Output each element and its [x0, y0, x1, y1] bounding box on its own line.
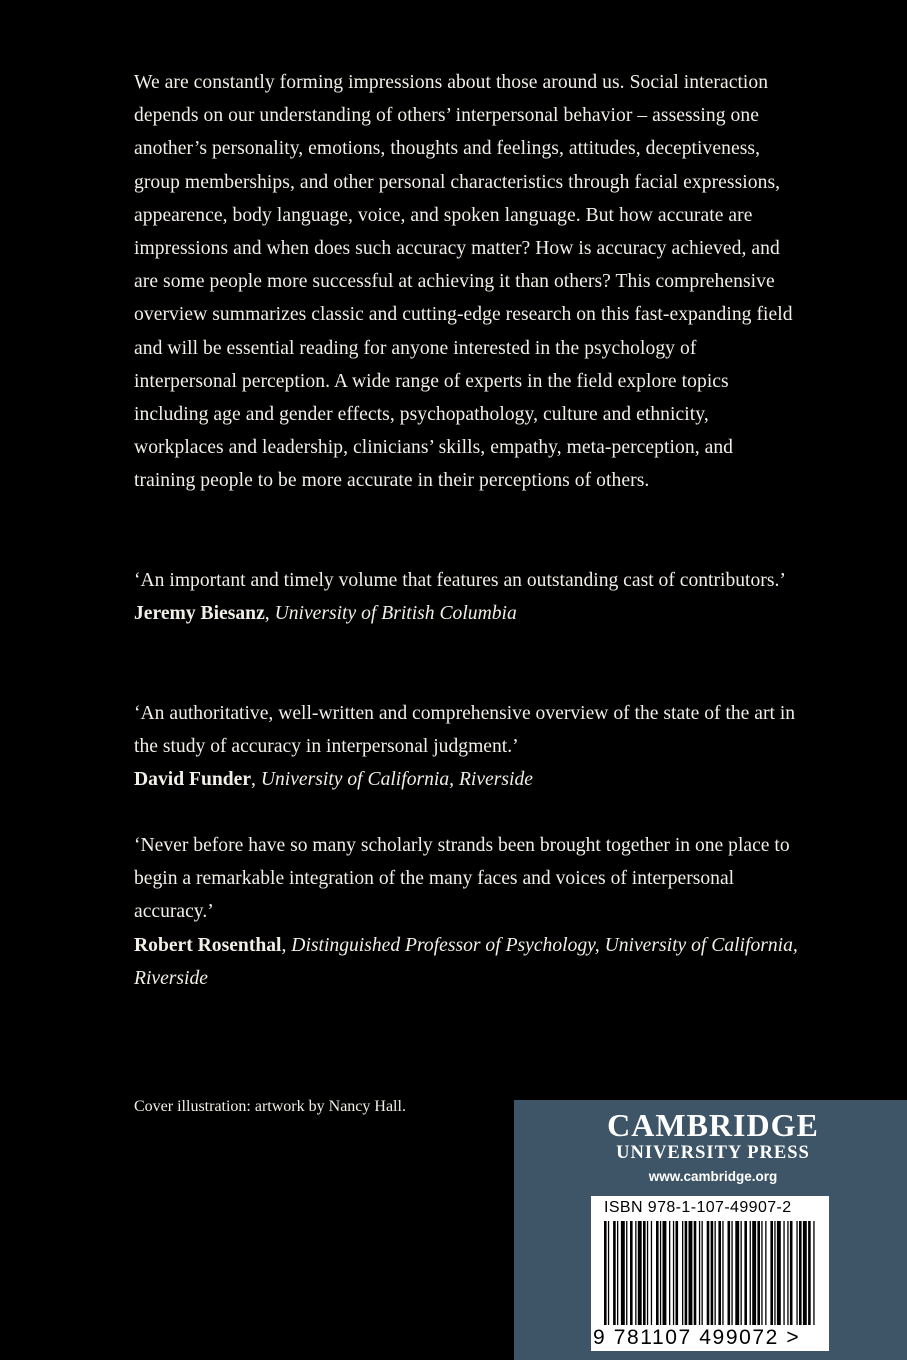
barcode-stripe — [774, 1221, 775, 1325]
isbn-label: ISBN 978-1-107-49907-2 — [604, 1199, 792, 1216]
endorser-name: David Funder — [134, 769, 252, 791]
endorsement — [134, 829, 804, 995]
barcode-stripe — [761, 1221, 762, 1325]
barcode-stripe — [741, 1221, 742, 1325]
barcode-stripe — [808, 1221, 811, 1325]
barcode-stripe — [673, 1221, 674, 1325]
barcode-stripe — [635, 1221, 636, 1325]
barcode-stripe — [660, 1221, 661, 1325]
cover-credit: Cover illustration: artwork by Nancy Hall. — [134, 1098, 406, 1115]
barcode-bars — [604, 1221, 816, 1325]
barcode-stripe — [799, 1221, 802, 1325]
endorsement-quote: ‘An important and timely volume that features an outstanding cast of contributors.’ — [134, 570, 786, 591]
barcode-stripe — [621, 1221, 625, 1325]
barcode-stripe — [803, 1221, 807, 1325]
barcode-box — [591, 1196, 829, 1351]
barcode-stripe — [669, 1221, 670, 1325]
barcode-stripe — [702, 1221, 703, 1325]
barcode-stripe — [711, 1221, 714, 1325]
endorsement-attribution: Jeremy Biesanz, University of British Columbia — [134, 603, 517, 625]
barcode-stripe — [787, 1221, 788, 1325]
barcode-stripe — [656, 1221, 659, 1325]
barcode-stripe — [608, 1221, 609, 1325]
publisher-url: www.cambridge.org — [648, 1169, 778, 1184]
barcode-stripe — [731, 1221, 732, 1325]
endorsement — [134, 697, 804, 797]
barcode-stripe — [750, 1221, 751, 1325]
barcode-stripe — [651, 1221, 652, 1325]
endorsement-quote: ‘An authoritative, well-written and comprehensive overview of the state of the art in the study of accuracy in interpersonal judgment.’ — [134, 703, 796, 758]
barcode-stripe — [813, 1221, 814, 1325]
endorsement — [134, 564, 804, 630]
barcode-stripe — [783, 1221, 784, 1325]
endorser-name: Robert Rosenthal — [134, 934, 282, 956]
barcode-stripe — [617, 1221, 618, 1325]
publisher-name: CAMBRIDGE — [607, 1107, 819, 1143]
barcode-stripe — [647, 1221, 648, 1325]
barcode-stripe — [770, 1221, 773, 1325]
barcode-stripe — [626, 1221, 627, 1325]
barcode-stripe — [722, 1221, 723, 1325]
barcode-stripe — [744, 1221, 747, 1325]
barcode-stripe — [638, 1221, 642, 1325]
endorser-affiliation: University of British Columbia — [274, 603, 517, 625]
barcode-stripe — [765, 1221, 766, 1325]
barcode-stripe — [752, 1221, 756, 1325]
barcode-stripe — [685, 1221, 688, 1325]
endorser-affiliation: University of California, Riverside — [260, 769, 533, 791]
barcode-stripe — [718, 1221, 721, 1325]
barcode-stripe — [728, 1221, 731, 1325]
barcode-stripe — [757, 1221, 760, 1325]
barcode-stripe — [663, 1221, 667, 1325]
barcode-stripe — [604, 1221, 607, 1325]
barcode-stripe — [630, 1221, 633, 1325]
publisher-subtitle: UNIVERSITY PRESS — [616, 1143, 810, 1163]
description-paragraph: We are constantly forming impressions about those around us. Social interaction depends on our understanding of others’ interpersonal behavior – assessing one another’s personality, emotions, thoughts and feelings, attitudes, deceptiveness, group memberships, and other personal characteristics through facial expressions, appearence, body language, voice, and spoken language. But how accurate are impressions and when does such accuracy matter? How is accuracy achieved, and are some people more successful at achieving it than others? This comprehensive overview summarizes classic and cutting-edge research on this fast-expanding field and will be essential reading for anyone interested in the psychology of interpersonal perception. A wide range of experts in the field explore topics including age and gender effects, psychopathology, culture and ethnicity, workplaces and leadership, clinicians’ skills, empathy, meta-perception, and training people to be more accurate in their perceptions of others. — [134, 72, 793, 492]
endorser-affiliation: Distinguished Professor of Psychology, University of California, Riverside — [134, 934, 798, 989]
book-description — [134, 66, 794, 498]
barcode-stripe — [735, 1221, 739, 1325]
barcode-digits: 9 781107 499072 > — [593, 1326, 801, 1349]
barcode-stripe — [796, 1221, 797, 1325]
barcode-stripe — [689, 1221, 693, 1325]
publisher-panel — [514, 1100, 907, 1360]
barcode-stripe — [676, 1221, 679, 1325]
barcode-stripe — [613, 1221, 616, 1325]
endorser-name: Jeremy Biesanz — [134, 603, 265, 625]
barcode-stripe — [777, 1221, 781, 1325]
barcode-stripe — [682, 1221, 683, 1325]
barcode-stripe — [715, 1221, 716, 1325]
barcode-stripe — [707, 1221, 710, 1325]
barcode-stripe — [643, 1221, 646, 1325]
barcode-stripe — [699, 1221, 700, 1325]
endorsement-attribution: David Funder, University of California, Riverside — [134, 769, 533, 791]
endorsement-quote: ‘Never before have so many scholarly strands been brought together in one place to begin a remarkable integration of the many faces and voices of interpersonal accuracy.’ — [134, 835, 790, 923]
barcode-stripe — [694, 1221, 697, 1325]
barcode-stripe — [790, 1221, 793, 1325]
endorsement-attribution: Robert Rosenthal, Distinguished Professor of Psychology, University of California, Riverside — [134, 934, 798, 989]
